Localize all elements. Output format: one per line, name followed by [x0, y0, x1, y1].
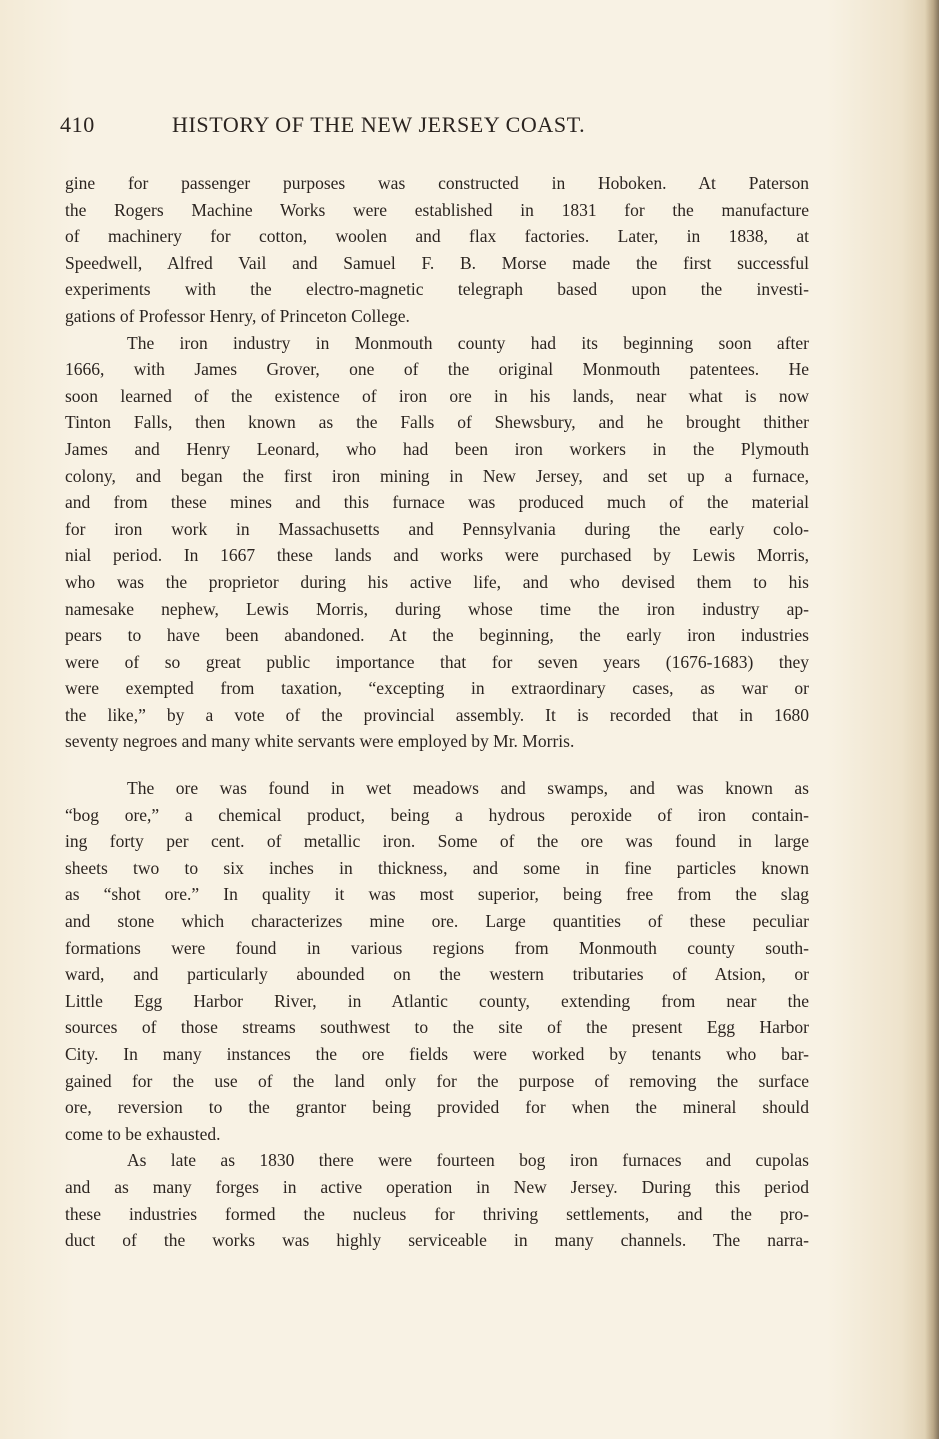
text-line: The ore was found in wet meadows and swamps, and was known as [127, 778, 809, 799]
page-number: 410 [60, 112, 95, 137]
text-line: “bog ore,” a chemical product, being a hydrous peroxide of iron contain- [65, 804, 809, 825]
text-line: were exempted from taxation, “excepting in extraordinary cases, as war or [65, 678, 809, 699]
text-line: namesake nephew, Lewis Morris, during whose time the iron industry ap- [65, 598, 809, 619]
text-line: who was the proprietor during his active life, and who devised them to his [65, 571, 809, 592]
text-line: ing forty per cent. of metallic iron. Some of the ore was found in large [65, 831, 809, 852]
running-header [60, 112, 840, 138]
text-line: of machinery for cotton, woolen and flax factories. Later, in 1838, at [65, 226, 809, 247]
text-line: pears to have been abandoned. At the beginning, the early iron industries [65, 625, 809, 646]
text-line: for iron work in Massachusetts and Pennsylvania during the early colo- [65, 518, 809, 539]
section-gap [65, 755, 809, 775]
text-line: experiments with the electro-magnetic telegraph based upon the investi- [65, 279, 809, 300]
text-line: ward, and particularly abounded on the western tributaries of Atsion, or [65, 964, 809, 985]
text-line: Little Egg Harbor River, in Atlantic county, extending from near the [65, 990, 809, 1011]
paragraph-3 [65, 775, 809, 1147]
text-line: 1666, with James Grover, one of the original Monmouth patentees. He [65, 359, 809, 380]
paragraph-2 [65, 330, 809, 756]
text-line: and stone which characterizes mine ore. Large quantities of these peculiar [65, 911, 809, 932]
paragraph-1 [65, 170, 809, 330]
text-line: formations were found in various regions from Monmouth county south- [65, 937, 809, 958]
text-line: Speedwell, Alfred Vail and Samuel F. B. Morse made the first successful [65, 252, 809, 273]
text-line: and as many forges in active operation in New Jersey. During this period [65, 1176, 809, 1197]
text-line: Tinton Falls, then known as the Falls of Shewsbury, and he brought thither [65, 412, 809, 433]
text-line: gained for the use of the land only for the purpose of removing the surface [65, 1070, 809, 1091]
paragraph-4 [65, 1147, 809, 1253]
text-line: sheets two to six inches in thickness, and some in fine particles known [65, 857, 809, 878]
text-line: the Rogers Machine Works were established in 1831 for the manufacture [65, 199, 809, 220]
text-line: as “shot ore.” In quality it was most superior, being free from the slag [65, 884, 809, 905]
text-line: gations of Professor Henry, of Princeton College. [65, 305, 410, 326]
text-line: nial period. In 1667 these lands and works were purchased by Lewis Morris, [65, 545, 809, 566]
text-line: ore, reversion to the grantor being provided for when the mineral should [65, 1097, 809, 1118]
text-line: and from these mines and this furnace was produced much of the material [65, 492, 809, 513]
text-line: were of so great public importance that for seven years (1676-1683) they [65, 651, 809, 672]
text-line: The iron industry in Monmouth county had its beginning soon after [127, 332, 809, 353]
running-title: HISTORY OF THE NEW JERSEY COAST. [172, 112, 586, 137]
text-line: sources of those streams southwest to the site of the present Egg Harbor [65, 1017, 809, 1038]
text-line: gine for passenger purposes was constructed in Hoboken. At Paterson [65, 173, 809, 193]
text-line: seventy negroes and many white servants were employed by Mr. Morris. [65, 731, 575, 752]
body-text [65, 170, 809, 1254]
text-line: As late as 1830 there were fourteen bog iron furnaces and cupolas [127, 1150, 809, 1171]
text-line: soon learned of the existence of iron ore in his lands, near what is now [65, 385, 809, 406]
text-line: colony, and began the first iron mining in New Jersey, and set up a furnace, [65, 465, 809, 486]
text-line: the like,” by a vote of the provincial assembly. It is recorded that in 1680 [65, 704, 809, 725]
text-line: these industries formed the nucleus for thriving settlements, and the pro- [65, 1203, 809, 1224]
text-line: duct of the works was highly serviceable in many channels. The narra- [65, 1230, 809, 1251]
text-line: come to be exhausted. [65, 1123, 221, 1144]
text-line: City. In many instances the ore fields were worked by tenants who bar- [65, 1044, 809, 1064]
page-edge-shadow [925, 0, 939, 1439]
text-line: James and Henry Leonard, who had been iron workers in the Plymouth [65, 438, 809, 459]
